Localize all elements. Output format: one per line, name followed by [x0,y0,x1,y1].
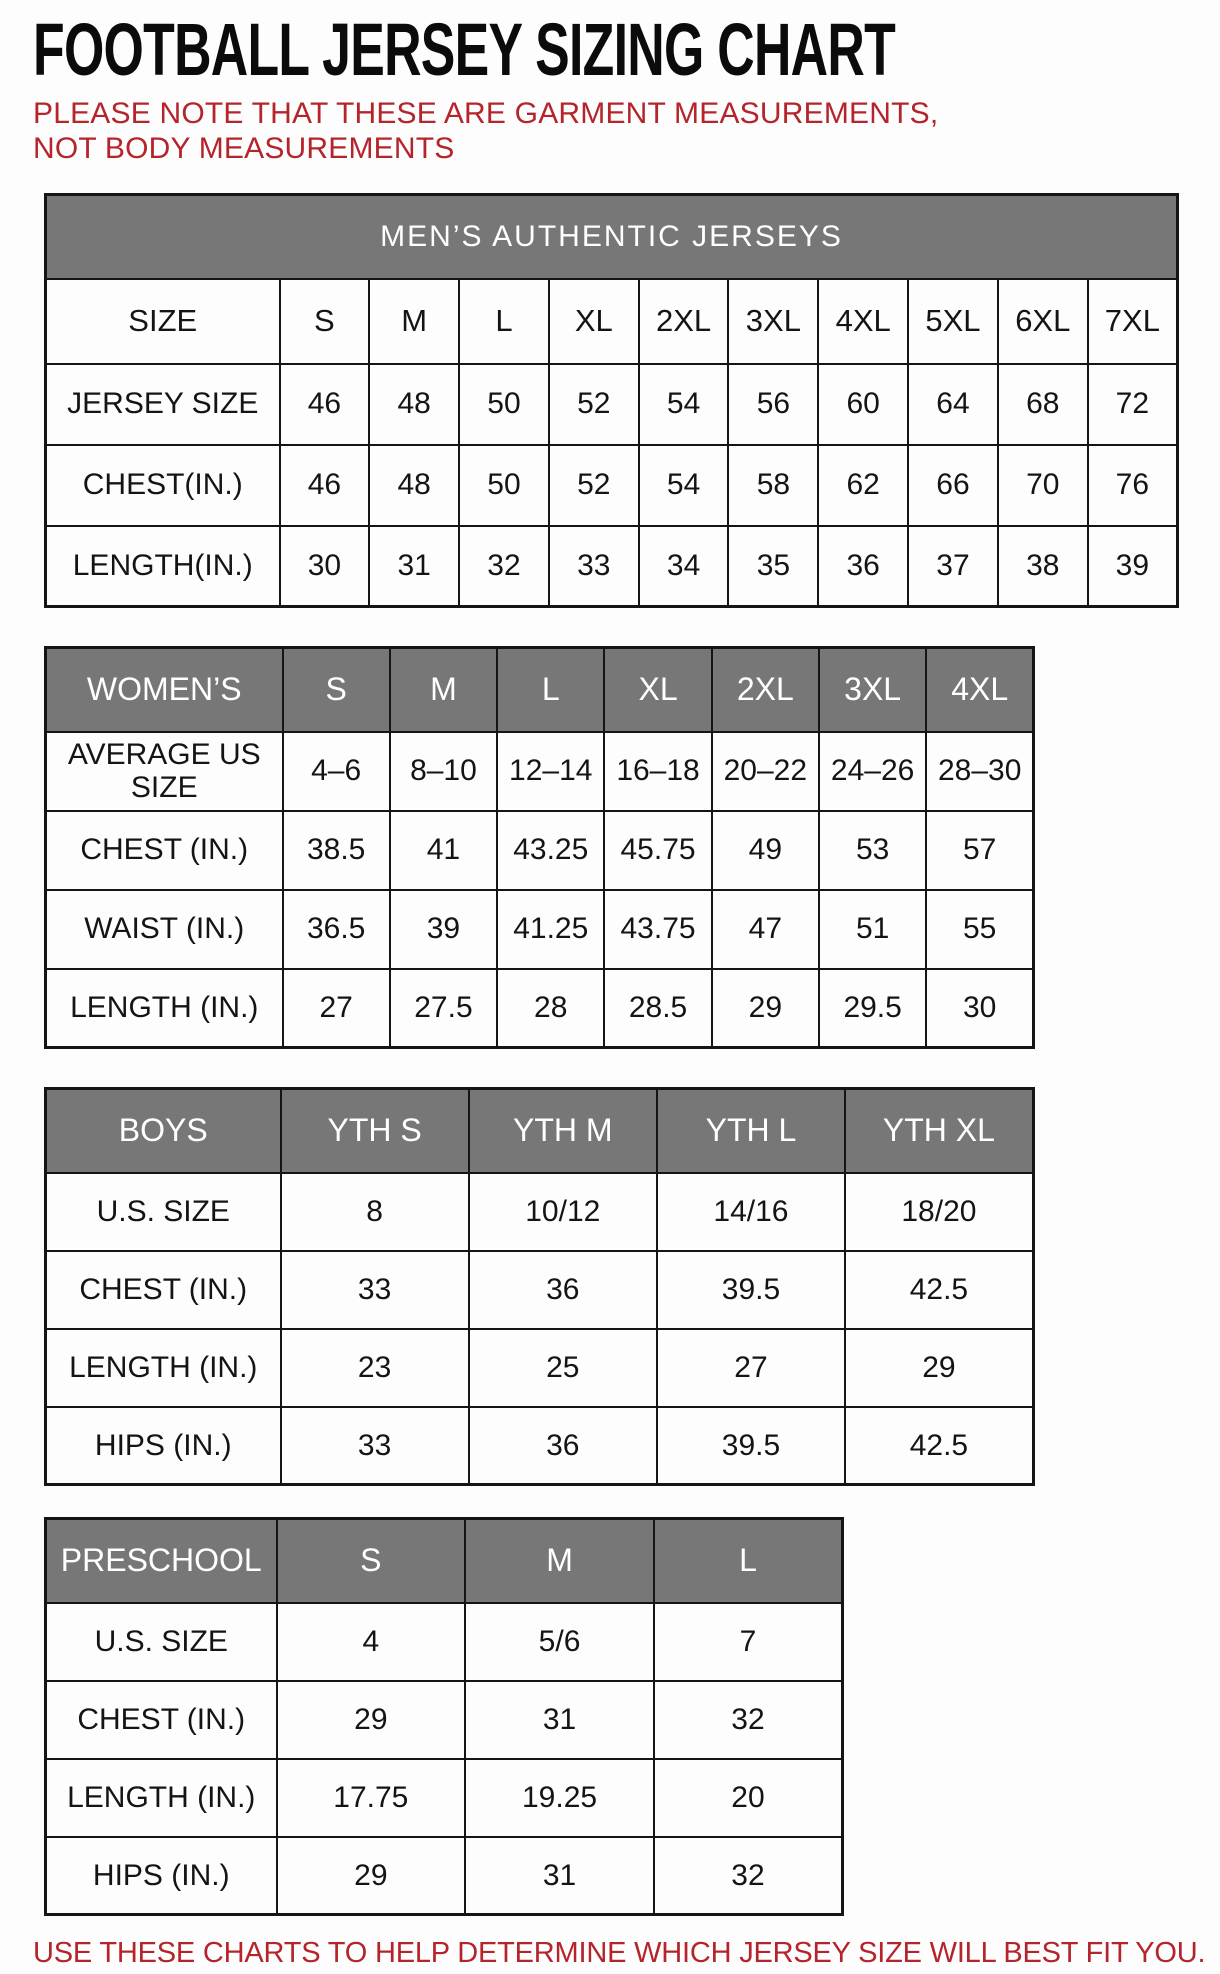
table-row [46,890,1034,969]
value-cell: 28 [497,969,604,1048]
mens-banner-title: MEN’S AUTHENTIC JERSEYS [46,195,1178,279]
value-cell: 32 [654,1681,843,1759]
value-cell: 45.75 [604,811,711,890]
value-cell: 30 [926,969,1033,1048]
garment-measurement-note: PLEASE NOTE THAT THESE ARE GARMENT MEASUREMENTS, NOT BODY MEASUREMENTS [33,97,939,166]
table-row [46,445,1178,526]
row-label: HIPS (IN.) [46,1837,277,1915]
value-cell: 56 [728,364,818,445]
table-row [46,1603,843,1681]
size-header-cell: M [369,279,459,364]
table-row [46,969,1034,1048]
value-cell: 42.5 [845,1407,1033,1485]
size-header-cell: L [654,1519,843,1603]
value-cell: 39 [390,890,497,969]
row-label: WAIST (IN.) [46,890,283,969]
value-cell: 33 [281,1251,469,1329]
value-cell: 68 [998,364,1088,445]
value-cell: 24–26 [819,732,926,811]
value-cell: 41.25 [497,890,604,969]
row-label: HIPS (IN.) [46,1407,281,1485]
row-label: CHEST (IN.) [46,811,283,890]
table-row [46,1173,1034,1251]
value-cell: 19.25 [465,1759,654,1837]
value-cell: 12–14 [497,732,604,811]
row-label: LENGTH (IN.) [46,1759,277,1837]
value-cell: 38.5 [283,811,390,890]
value-cell: 39.5 [657,1251,845,1329]
size-header-cell: YTH S [281,1089,469,1173]
size-header-cell: XL [549,279,639,364]
value-cell: 35 [728,526,818,607]
value-cell: 27 [657,1329,845,1407]
value-cell: 62 [818,445,908,526]
value-cell: 36.5 [283,890,390,969]
value-cell: 29.5 [819,969,926,1048]
value-cell: 41 [390,811,497,890]
preschool-header-label: PRESCHOOL [46,1519,277,1603]
size-header-cell: 4XL [926,648,1033,732]
value-cell: 42.5 [845,1251,1033,1329]
size-header-cell: 4XL [818,279,908,364]
value-cell: 53 [819,811,926,890]
row-label: JERSEY SIZE [46,364,280,445]
value-cell: 47 [712,890,819,969]
value-cell: 29 [845,1329,1033,1407]
size-header-cell: YTH L [657,1089,845,1173]
value-cell: 52 [549,364,639,445]
value-cell: 55 [926,890,1033,969]
size-header-cell: L [497,648,604,732]
boys-sizing-table [44,1087,1035,1486]
value-cell: 52 [549,445,639,526]
value-cell: 70 [998,445,1088,526]
value-cell: 66 [908,445,998,526]
value-cell: 57 [926,811,1033,890]
value-cell: 43.75 [604,890,711,969]
value-cell: 31 [369,526,459,607]
value-cell: 25 [469,1329,657,1407]
row-label: CHEST(IN.) [46,445,280,526]
size-header-cell: 2XL [712,648,819,732]
value-cell: 49 [712,811,819,890]
size-header-cell: 3XL [819,648,926,732]
value-cell: 46 [280,445,370,526]
boys-header-label: BOYS [46,1089,281,1173]
row-label: LENGTH(IN.) [46,526,280,607]
value-cell: 17.75 [277,1759,466,1837]
table-row [46,732,1034,811]
value-cell: 36 [469,1407,657,1485]
size-header-cell: 7XL [1088,279,1178,364]
value-cell: 32 [459,526,549,607]
table-row [46,364,1178,445]
value-cell: 31 [465,1681,654,1759]
sizing-tables-container [44,193,1220,1916]
table-row [46,526,1178,607]
size-header-cell: 3XL [728,279,818,364]
value-cell: 64 [908,364,998,445]
mens-header-label: SIZE [46,279,280,364]
value-cell: 29 [277,1837,466,1915]
value-cell: 23 [281,1329,469,1407]
value-cell: 60 [818,364,908,445]
preschool-sizing-table [44,1517,844,1916]
value-cell: 50 [459,364,549,445]
size-header-cell: S [283,648,390,732]
value-cell: 43.25 [497,811,604,890]
value-cell: 33 [281,1407,469,1485]
value-cell: 33 [549,526,639,607]
womens-header-label: WOMEN’S [46,648,283,732]
value-cell: 50 [459,445,549,526]
value-cell: 20 [654,1759,843,1837]
value-cell: 51 [819,890,926,969]
size-header-cell: S [277,1519,466,1603]
size-header-cell: M [465,1519,654,1603]
value-cell: 8 [281,1173,469,1251]
value-cell: 10/12 [469,1173,657,1251]
row-label: U.S. SIZE [46,1173,281,1251]
value-cell: 16–18 [604,732,711,811]
size-header-cell: S [280,279,370,364]
value-cell: 8–10 [390,732,497,811]
value-cell: 4–6 [283,732,390,811]
mens-sizing-table [44,193,1179,608]
table-row [46,1837,843,1915]
page-title: FOOTBALL JERSEY SIZING CHART [33,8,896,91]
value-cell: 34 [639,526,729,607]
value-cell: 29 [712,969,819,1048]
value-cell: 58 [728,445,818,526]
value-cell: 48 [369,445,459,526]
size-header-cell: 2XL [639,279,729,364]
value-cell: 20–22 [712,732,819,811]
value-cell: 48 [369,364,459,445]
value-cell: 72 [1088,364,1178,445]
size-header-cell: L [459,279,549,364]
value-cell: 39.5 [657,1407,845,1485]
value-cell: 27 [283,969,390,1048]
value-cell: 54 [639,445,729,526]
value-cell: 32 [654,1837,843,1915]
size-header-cell: 6XL [998,279,1088,364]
value-cell: 39 [1088,526,1178,607]
value-cell: 14/16 [657,1173,845,1251]
row-label: CHEST (IN.) [46,1251,281,1329]
value-cell: 76 [1088,445,1178,526]
value-cell: 28.5 [604,969,711,1048]
value-cell: 29 [277,1681,466,1759]
value-cell: 5/6 [465,1603,654,1681]
value-cell: 54 [639,364,729,445]
womens-sizing-table [44,646,1035,1049]
size-header-cell: XL [604,648,711,732]
value-cell: 30 [280,526,370,607]
value-cell: 18/20 [845,1173,1033,1251]
table-row [46,1329,1034,1407]
value-cell: 31 [465,1837,654,1915]
value-cell: 27.5 [390,969,497,1048]
table-row [46,1681,843,1759]
row-label: LENGTH (IN.) [46,969,283,1048]
table-row [46,1251,1034,1329]
size-header-cell: M [390,648,497,732]
footer-note: USE THESE CHARTS TO HELP DETERMINE WHICH JERSEY SIZE WILL BEST FIT YOU. [33,1937,1206,1970]
size-header-cell: YTH XL [845,1089,1033,1173]
value-cell: 4 [277,1603,466,1681]
value-cell: 7 [654,1603,843,1681]
row-label: CHEST (IN.) [46,1681,277,1759]
row-label: LENGTH (IN.) [46,1329,281,1407]
value-cell: 28–30 [926,732,1033,811]
table-row [46,1759,843,1837]
size-header-cell: 5XL [908,279,998,364]
value-cell: 46 [280,364,370,445]
value-cell: 36 [469,1251,657,1329]
row-label: U.S. SIZE [46,1603,277,1681]
value-cell: 36 [818,526,908,607]
size-header-cell: YTH M [469,1089,657,1173]
table-row [46,1407,1034,1485]
row-label: AVERAGE US SIZE [46,732,283,811]
value-cell: 38 [998,526,1088,607]
value-cell: 37 [908,526,998,607]
table-row [46,811,1034,890]
